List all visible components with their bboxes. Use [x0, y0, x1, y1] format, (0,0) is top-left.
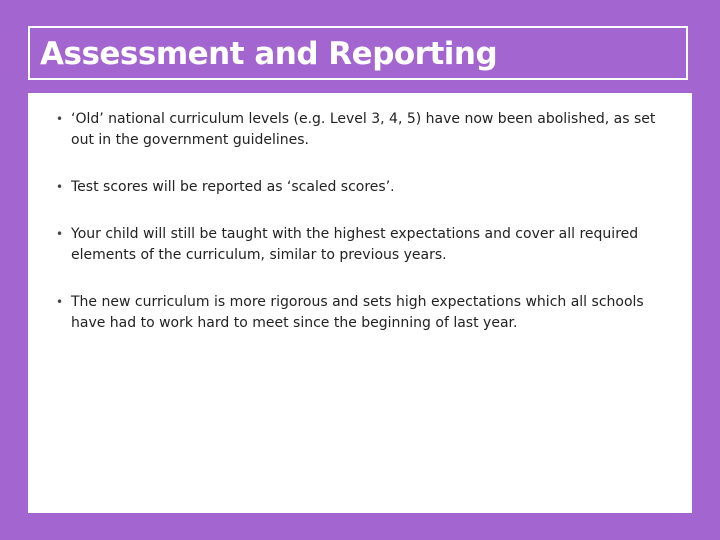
bullet-dot-icon: • — [56, 180, 64, 194]
bullet-text: Test scores will be reported as ‘scaled scores’. — [71, 179, 395, 195]
bullet-item — [56, 109, 678, 151]
bullet-text: ‘Old’ national curriculum levels (e.g. Level 3, 4, 5) have now been abolished, as set out in the government guidelines. — [71, 111, 656, 148]
bullet-text: Your child will still be taught with the highest expectations and cover all required elements of the curriculum, similar to previous years. — [71, 226, 639, 263]
content-panel — [28, 93, 692, 513]
title-box — [28, 26, 688, 80]
bullet-dot-icon: • — [56, 227, 64, 241]
bullet-item — [56, 224, 678, 266]
bullet-list — [56, 109, 678, 360]
bullet-dot-icon: • — [56, 112, 64, 126]
bullet-dot-icon: • — [56, 295, 64, 309]
bullet-text: The new curriculum is more rigorous and sets high expectations which all schools have had to work hard to meet since the beginning of last year. — [71, 294, 644, 331]
bullet-item — [56, 177, 678, 198]
slide-title: Assessment and Reporting — [40, 36, 498, 72]
bullet-item — [56, 292, 678, 334]
